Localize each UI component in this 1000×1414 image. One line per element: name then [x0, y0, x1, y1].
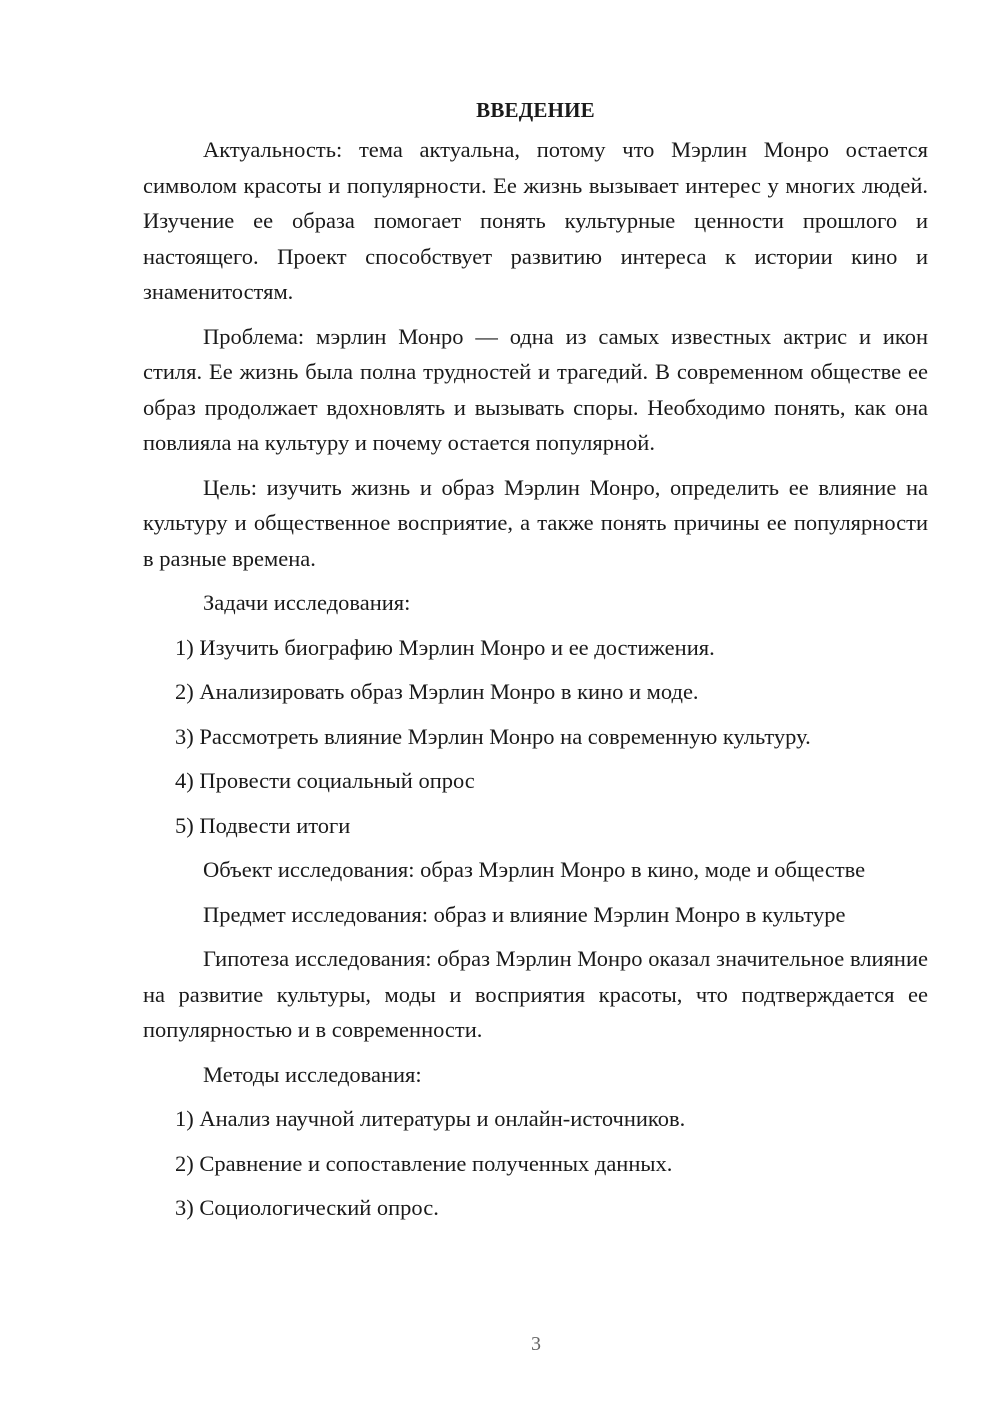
method-item: 2) Сравнение и сопоставление полученных данных. — [175, 1150, 673, 1176]
task-item: 5) Подвести итоги — [175, 812, 351, 838]
method-item: 1) Анализ научной литературы и онлайн-источников. — [175, 1106, 686, 1131]
problem-paragraph: Проблема: мэрлин Монро — одна из самых известных актрис и икон стиля. Ее жизнь была полна трудностей и трагедий. В современном обществе ее образ продолжает вдохновлять и вызывать споры. Необходимо понять, как она повлияла на культуру и почему остается популярной. — [143, 323, 928, 455]
method-item: 3) Социологический опрос. — [175, 1195, 439, 1220]
page-title: ВВЕДЕНИЕ — [476, 98, 595, 122]
task-item: 3) Рассмотреть влияние Мэрлин Монро на современную культуру. — [175, 723, 811, 749]
task-item: 1) Изучить биографию Мэрлин Монро и ее достижения. — [175, 634, 715, 660]
object-paragraph: Объект исследования: образ Мэрлин Монро в кино, моде и обществе — [203, 857, 866, 882]
subject-paragraph: Предмет исследования: образ и влияние Мэрлин Монро в культуре — [203, 901, 846, 927]
task-item: 2) Анализировать образ Мэрлин Монро в кино и моде. — [175, 679, 699, 704]
relevance-paragraph: Актуальность: тема актуальна, потому что Мэрлин Монро остается символом красоты и популярности. Ее жизнь вызывает интерес у многих людей. Изучение ее образа помогает понять культурные ценности прошлого и настоящего. Проект способствует развитию интереса к истории кино и знаменитостям. — [143, 137, 928, 304]
tasks-heading: Задачи исследования: — [203, 590, 411, 615]
methods-heading: Методы исследования: — [203, 1061, 422, 1087]
goal-paragraph: Цель: изучить жизнь и образ Мэрлин Монро, определить ее влияние на культуру и общественное восприятие, а также понять причины ее популярности в разные времена. — [143, 474, 928, 571]
task-item: 4) Провести социальный опрос — [175, 768, 475, 793]
document-page — [143, 95, 928, 1235]
page-number: 3 — [531, 1333, 541, 1355]
hypothesis-paragraph: Гипотеза исследования: образ Мэрлин Монро оказал значительное влияние на развитие культуры, моды и восприятия красоты, что подтверждается ее популярностью и в современности. — [143, 946, 928, 1042]
